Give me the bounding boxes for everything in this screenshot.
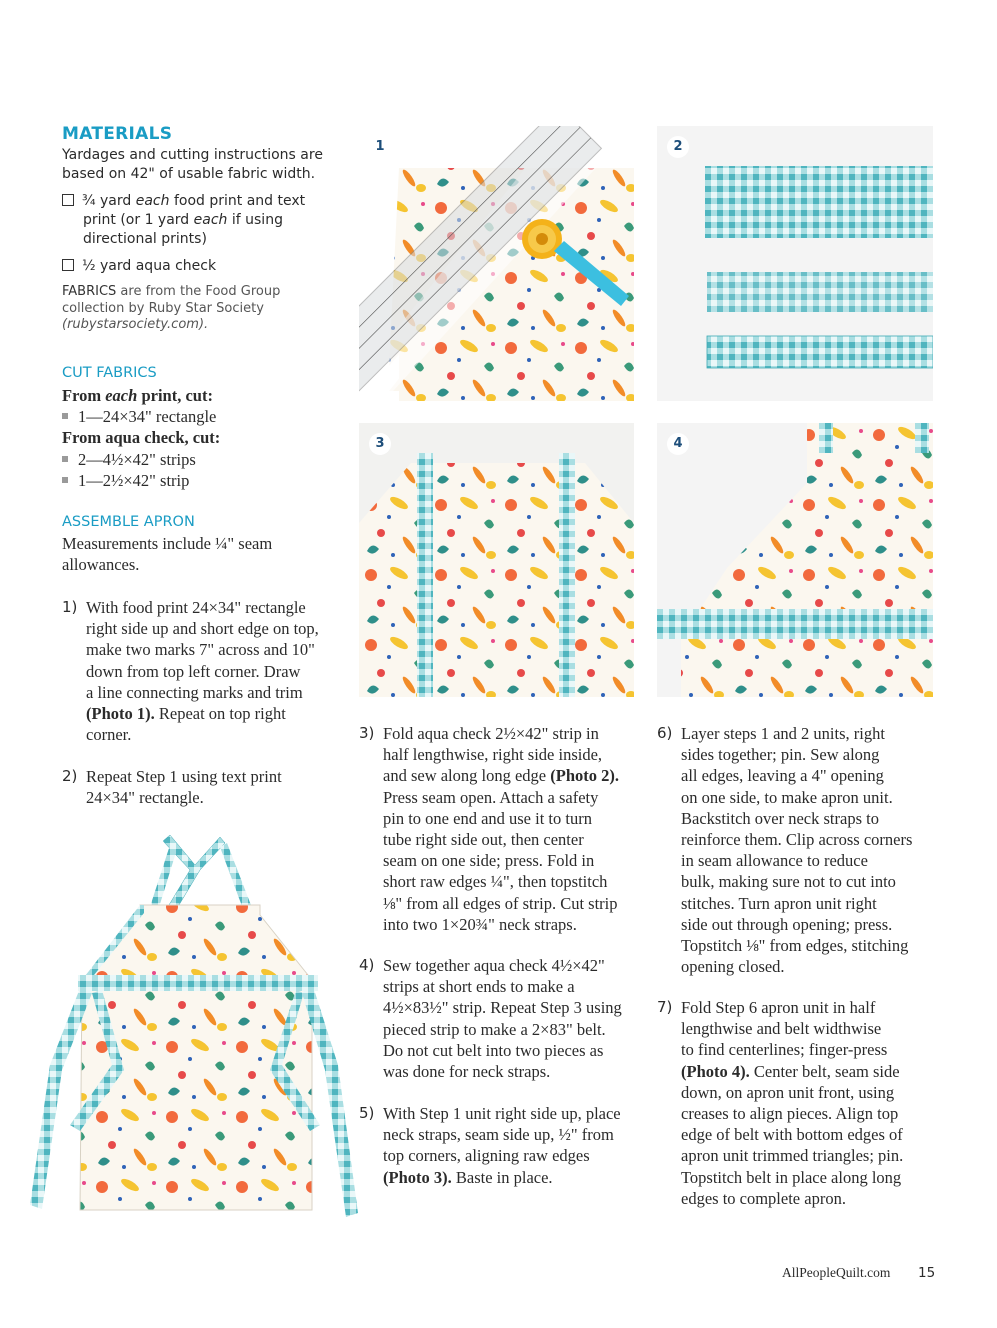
step-text: and sew along long edge: [383, 766, 551, 786]
step-line: pieced strip to make a 2×83" belt.: [383, 1019, 606, 1039]
materials-item-text: ¾ yard: [82, 193, 136, 209]
photo-reference: (Photo 3).: [383, 1167, 452, 1187]
apron-top: [359, 463, 634, 697]
fabrics-text: are from the Food Group: [116, 284, 281, 299]
cut-item-text: 2—4½×42" strips: [78, 449, 196, 469]
materials-intro-line: Yardages and cutting instructions are: [62, 147, 323, 163]
photo-reference: (Photo 2).: [550, 766, 619, 786]
photo-2-image: [657, 126, 933, 401]
page-number: 15: [918, 1265, 936, 1281]
step-line: pin to one end and use it to turn: [383, 808, 592, 828]
step-line: Topstitch belt in place along long: [681, 1167, 902, 1187]
step-line: sides together; pin. Sew along: [681, 745, 880, 765]
materials-item-text: ½ yard aqua check: [82, 258, 217, 274]
step-line: was done for neck straps.: [383, 1062, 551, 1082]
fabrics-link: (rubystarsociety.com).: [62, 317, 209, 332]
cut-fabrics-list: [62, 385, 352, 491]
fabrics-note: [62, 284, 352, 334]
footer-site: AllPeopleQuilt.com: [782, 1265, 891, 1280]
cut-fabrics-heading: CUT FABRICS: [62, 365, 157, 381]
step-line: bulk, making sure not to cut into: [681, 872, 896, 892]
step-line: ⅛" from all edges of strip. Cut strip: [383, 893, 618, 913]
step-line: strips at short ends to make a: [383, 977, 575, 997]
step-line: top corners, aligning raw edges: [383, 1146, 590, 1166]
photo-1-badge: 1: [369, 136, 391, 158]
step-line: [681, 1061, 947, 1082]
step-line: down, on apron unit front, using: [681, 1082, 895, 1102]
step-2: [62, 766, 352, 808]
step-text: Baste in place.: [451, 1167, 553, 1187]
photo-1: [359, 126, 634, 401]
strip-folded: [707, 272, 933, 312]
bullet-icon: [62, 477, 68, 483]
step-line: opening closed.: [681, 957, 785, 977]
step-line: Sew together aqua check 4½×42": [383, 956, 605, 975]
cut-item: [62, 470, 352, 491]
step-line: 4½×83½" strip. Repeat Step 3 using: [383, 998, 622, 1018]
neck-strap: [417, 453, 433, 697]
step-line: Fold aqua check 2½×42" strip in: [383, 724, 599, 743]
assemble-intro: [62, 533, 352, 575]
step-line: Layer steps 1 and 2 units, right: [681, 724, 885, 743]
step-line: Do not cut belt into two pieces as: [383, 1040, 604, 1060]
cut-group-emphasis: each: [105, 386, 138, 405]
checkbox-icon: [62, 194, 74, 206]
step-line: With Step 1 unit right side up, place: [383, 1104, 621, 1123]
step-line: all edges, leaving a 4" opening: [681, 766, 884, 786]
step-number: 3): [359, 724, 375, 742]
cut-item-text: 1—2½×42" strip: [78, 470, 190, 490]
neck-strap: [819, 423, 833, 453]
materials-item: [62, 192, 352, 211]
materials-heading: MATERIALS: [62, 124, 173, 144]
materials-list: [62, 192, 352, 276]
photo-4: [657, 423, 933, 697]
step-line: a line connecting marks and trim: [86, 682, 303, 702]
apron-unit: [681, 423, 933, 697]
step-line: tube right side out, then center: [383, 830, 584, 850]
materials-item-line: directional prints): [83, 231, 207, 247]
materials-item-text: food print and text: [169, 193, 306, 209]
bullet-icon: [62, 413, 68, 419]
step-line: reinforce them. Clip across corners: [681, 830, 913, 850]
assemble-heading: ASSEMBLE APRON: [62, 514, 195, 530]
belt: [657, 609, 933, 639]
step-line: in seam allowance to reduce: [681, 851, 868, 871]
neck-strap: [915, 423, 929, 453]
step-line: on one side, to make apron unit.: [681, 787, 893, 807]
cut-item-text: 1—24×34" rectangle: [78, 407, 217, 427]
checkbox-icon: [62, 259, 74, 271]
assemble-intro-line: allowances.: [62, 555, 140, 575]
step-number: 1): [62, 598, 78, 616]
step-number: 6): [657, 724, 673, 742]
step-line: Press seam open. Attach a safety: [383, 787, 599, 807]
neck-strap: [559, 453, 575, 697]
photo-3-image: [359, 423, 634, 697]
step-line: apron unit trimmed triangles; pin.: [681, 1146, 904, 1166]
materials-intro: [62, 146, 352, 184]
materials-intro-line: based on 42" of usable fabric width.: [62, 166, 316, 182]
photo-1-image: [359, 126, 634, 401]
apron-belt: [78, 975, 318, 991]
step-7: [657, 997, 947, 1209]
step-line: Backstitch over neck straps to: [681, 808, 879, 828]
step-line: Topstitch ⅛" from edges, stitching: [681, 936, 909, 956]
strip-flat: [705, 166, 933, 238]
step-line: right side up and short edge on top,: [86, 619, 319, 639]
finished-apron-image: [20, 825, 365, 1235]
cut-group-text: print, cut:: [137, 386, 213, 405]
bullet-icon: [62, 456, 68, 462]
step-line: Fold Step 6 apron unit in half: [681, 998, 876, 1017]
photo-3: [359, 423, 634, 697]
step-line: to find centerlines; finger-press: [681, 1040, 888, 1060]
materials-item-emphasis: each: [135, 193, 170, 209]
assemble-intro-line: Measurements include ¼" seam: [62, 534, 273, 553]
step-line: edges to complete apron.: [681, 1188, 846, 1208]
step-line: corner.: [86, 725, 132, 745]
step-1: [62, 597, 352, 745]
cut-group-title: From aqua check, cut:: [62, 428, 221, 448]
cut-group-text: From: [62, 386, 106, 405]
photo-3-badge: 3: [369, 433, 391, 455]
step-3: [359, 723, 644, 935]
step-line: edge of belt with bottom edges of: [681, 1125, 903, 1145]
step-line: neck straps, seam side up, ½" from: [383, 1125, 614, 1145]
step-line: With food print 24×34" rectangle: [86, 598, 306, 617]
step-line: seam on one side; press. Fold in: [383, 851, 595, 871]
materials-item-text: if using: [227, 212, 283, 228]
step-number: 5): [359, 1104, 375, 1122]
cut-item: [62, 406, 352, 427]
step-text: Center belt, seam side: [749, 1061, 900, 1081]
step-line: creases to align pieces. Align top: [681, 1104, 899, 1124]
step-line: make two marks 7" across and 10": [86, 640, 315, 660]
materials-item-text: print (or 1 yard: [83, 212, 194, 228]
step-6: [657, 723, 947, 977]
step-line: down from top left corner. Draw: [86, 661, 301, 681]
materials-item-emphasis: each: [193, 212, 228, 228]
fabrics-text: collection by Ruby Star Society: [62, 300, 264, 316]
step-5: [359, 1103, 644, 1188]
photo-4-image: [657, 423, 933, 697]
strip-sewn: [707, 336, 933, 368]
step-line: short raw edges ¼", then topstitch: [383, 872, 608, 892]
step-line: lengthwise and belt widthwise: [681, 1019, 882, 1039]
photo-reference: (Photo 1).: [86, 704, 155, 724]
materials-item: [62, 257, 352, 276]
photo-2-badge: 2: [667, 136, 689, 158]
photo-4-badge: 4: [667, 433, 689, 455]
step-line: Repeat Step 1 using text print: [86, 767, 282, 786]
step-number: 4): [359, 956, 375, 974]
step-number: 2): [62, 767, 78, 785]
step-number: 7): [657, 998, 673, 1016]
step-line: into two 1×20¾" neck straps.: [383, 914, 577, 934]
materials-item-line: [83, 211, 352, 230]
step-line: [383, 1167, 644, 1188]
cut-item: [62, 449, 352, 470]
step-line: stitches. Turn apron unit right: [681, 893, 877, 913]
step-4: [359, 955, 644, 1082]
step-line: [86, 703, 352, 724]
photo-2: [657, 126, 933, 401]
step-text: Repeat on top right: [154, 704, 286, 724]
cut-group-title: [62, 385, 352, 406]
step-line: 24×34" rectangle.: [86, 788, 204, 808]
step-line: side out through opening; press.: [681, 914, 893, 934]
step-line: [383, 765, 644, 786]
step-line: half lengthwise, right side inside,: [383, 745, 603, 765]
photo-reference: (Photo 4).: [681, 1061, 750, 1081]
fabrics-label: FABRICS: [62, 284, 117, 299]
